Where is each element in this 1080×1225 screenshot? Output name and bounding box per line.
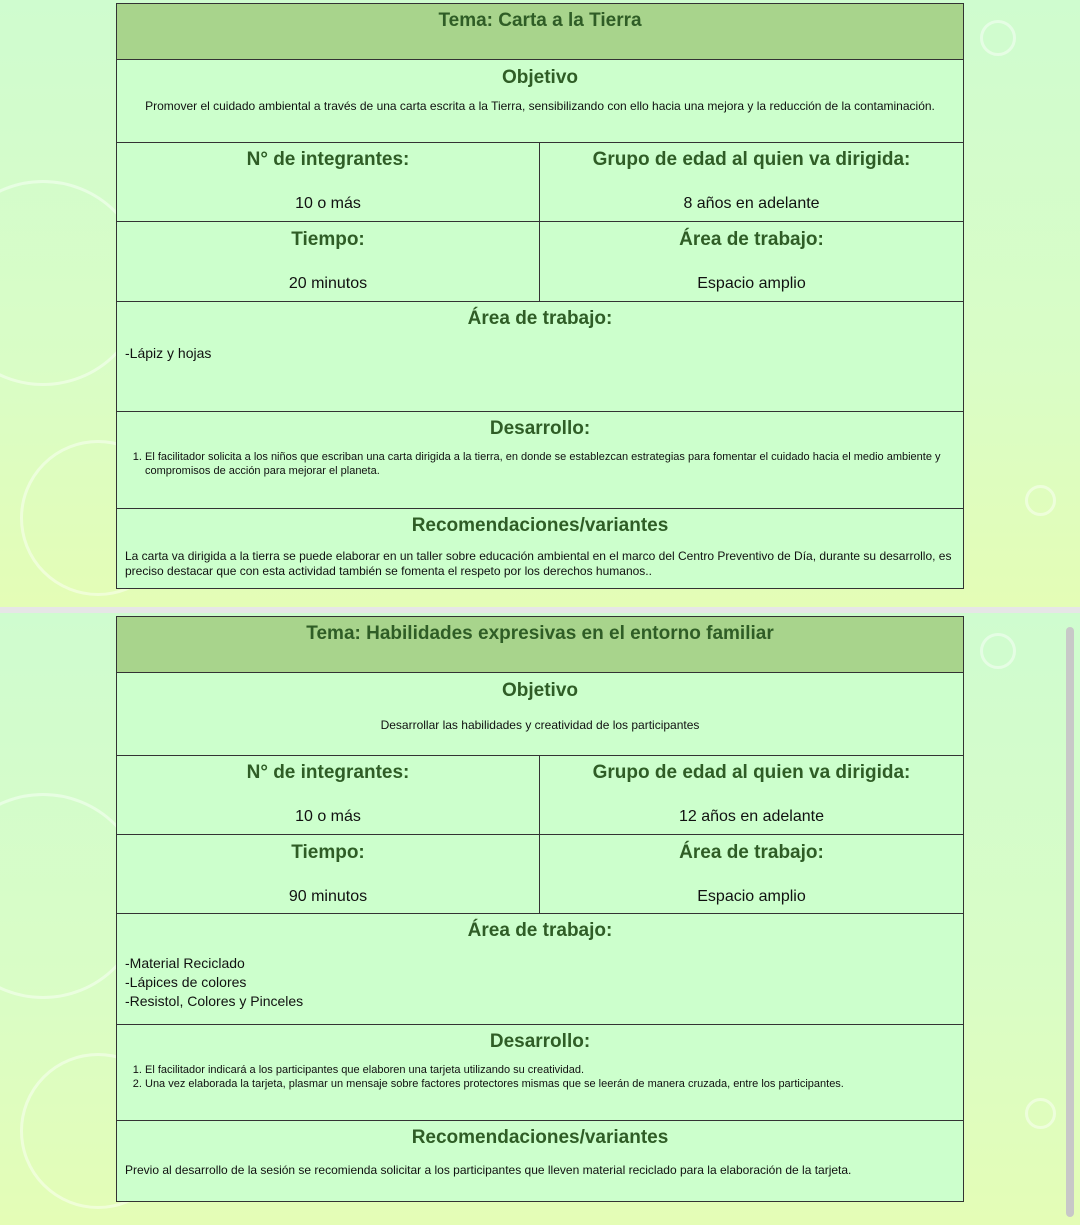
page-2 [0, 613, 1080, 1225]
recomendaciones-section [117, 509, 963, 588]
integrantes-label: N° de integrantes: [246, 762, 410, 783]
edad-label: Grupo de edad al quien va dirigida: [592, 762, 911, 783]
area-label: Área de trabajo: [679, 229, 824, 250]
integrantes-value: 10 o más [295, 808, 361, 825]
integrantes-cell [117, 756, 540, 834]
page-1 [0, 0, 1080, 607]
integrantes-value: 10 o más [295, 195, 361, 212]
area-value: Espacio amplio [697, 888, 806, 905]
objetivo-section [117, 60, 963, 143]
objetivo-heading: Objetivo [501, 67, 578, 88]
edad-value: 12 años en adelante [678, 808, 824, 825]
recomendaciones-heading: Recomendaciones/variantes [411, 515, 669, 536]
list-item: -Lápiz y hojas [125, 345, 212, 361]
integrantes-edad-row [117, 143, 963, 222]
edad-value: 8 años en adelante [683, 195, 820, 212]
integrantes-label: N° de integrantes: [246, 149, 410, 170]
recomendaciones-section [117, 1121, 963, 1201]
list-item: -Lápices de colores [125, 974, 247, 990]
integrantes-cell [117, 143, 540, 221]
area-label: Área de trabajo: [679, 842, 824, 863]
desarrollo-heading: Desarrollo: [489, 418, 591, 439]
materiales-section [117, 914, 963, 1025]
tiempo-cell [117, 835, 540, 913]
desarrollo-section [117, 412, 963, 509]
tiempo-cell [117, 222, 540, 301]
tiempo-label: Tiempo: [291, 842, 365, 863]
decorative-circle [1025, 1098, 1056, 1129]
materiales-list [117, 954, 963, 1011]
tiempo-area-row [117, 835, 963, 914]
area-cell [540, 835, 963, 913]
objetivo-section [117, 673, 963, 756]
activity-card [116, 3, 964, 589]
tiempo-area-row [117, 222, 963, 302]
edad-cell [540, 756, 963, 834]
objetivo-heading: Objetivo [501, 680, 578, 701]
recomendaciones-heading: Recomendaciones/variantes [411, 1127, 669, 1148]
list-item: 2. Una vez elaborada la tarjeta, plasmar un mensaje sobre factores protectores mismas que se leerán de manera cruzada, entre los participantes. [145, 1077, 949, 1091]
objetivo-text: Promover el cuidado ambiental a través de una carta escrita a la Tierra, sensibilizando con ello hacia una mejora y la reducción de la contaminación. [145, 99, 935, 113]
materiales-heading: Área de trabajo: [467, 920, 613, 941]
list-item: -Material Reciclado [125, 955, 245, 971]
desarrollo-list [117, 1063, 963, 1091]
decorative-circle [980, 633, 1016, 669]
decorative-circle [1025, 485, 1056, 516]
objetivo-text: Desarrollar las habilidades y creatividad de los participantes [380, 718, 700, 732]
card-title: Tema: Habilidades expresivas en el entorno familiar [117, 617, 963, 673]
desarrollo-section [117, 1025, 963, 1121]
materiales-section [117, 302, 963, 412]
tiempo-value: 20 minutos [288, 275, 368, 292]
scrollbar[interactable] [1066, 627, 1074, 1217]
materiales-list [117, 344, 963, 363]
recomendaciones-text: La carta va dirigida a la tierra se puede elaborar en un taller sobre educación ambiental en el marco del Centro Preventivo de Día, durante su desarrollo, es preciso destacar que con esta actividad también se fomenta el respeto por los derechos humanos.. [125, 549, 952, 578]
recomendaciones-text: Previo al desarrollo de la sesión se recomienda solicitar a los participantes que lleven material reciclado para la elaboración de la tarjeta. [125, 1163, 852, 1177]
decorative-circle [980, 20, 1016, 56]
integrantes-edad-row [117, 756, 963, 835]
tiempo-label: Tiempo: [291, 229, 365, 250]
edad-cell [540, 143, 963, 221]
list-item: 1. El facilitador indicará a los participantes que elaboren una tarjeta utilizando su creatividad. [145, 1063, 949, 1077]
desarrollo-heading: Desarrollo: [489, 1031, 591, 1052]
activity-card [116, 616, 964, 1202]
desarrollo-list [117, 450, 963, 478]
list-item: 1. El facilitador solicita a los niños que escriban una carta dirigida a la tierra, en donde se establezcan estrategias para fomentar el cuidado hacia el medio ambiente y compromisos de acción para mejorar el planeta. [145, 450, 949, 478]
tiempo-value: 90 minutos [288, 888, 368, 905]
card-title: Tema: Carta a la Tierra [117, 4, 963, 60]
materiales-heading: Área de trabajo: [467, 308, 613, 329]
edad-label: Grupo de edad al quien va dirigida: [592, 149, 911, 170]
list-item: -Resistol, Colores y Pinceles [125, 993, 304, 1009]
area-value: Espacio amplio [697, 275, 806, 292]
area-cell [540, 222, 963, 301]
